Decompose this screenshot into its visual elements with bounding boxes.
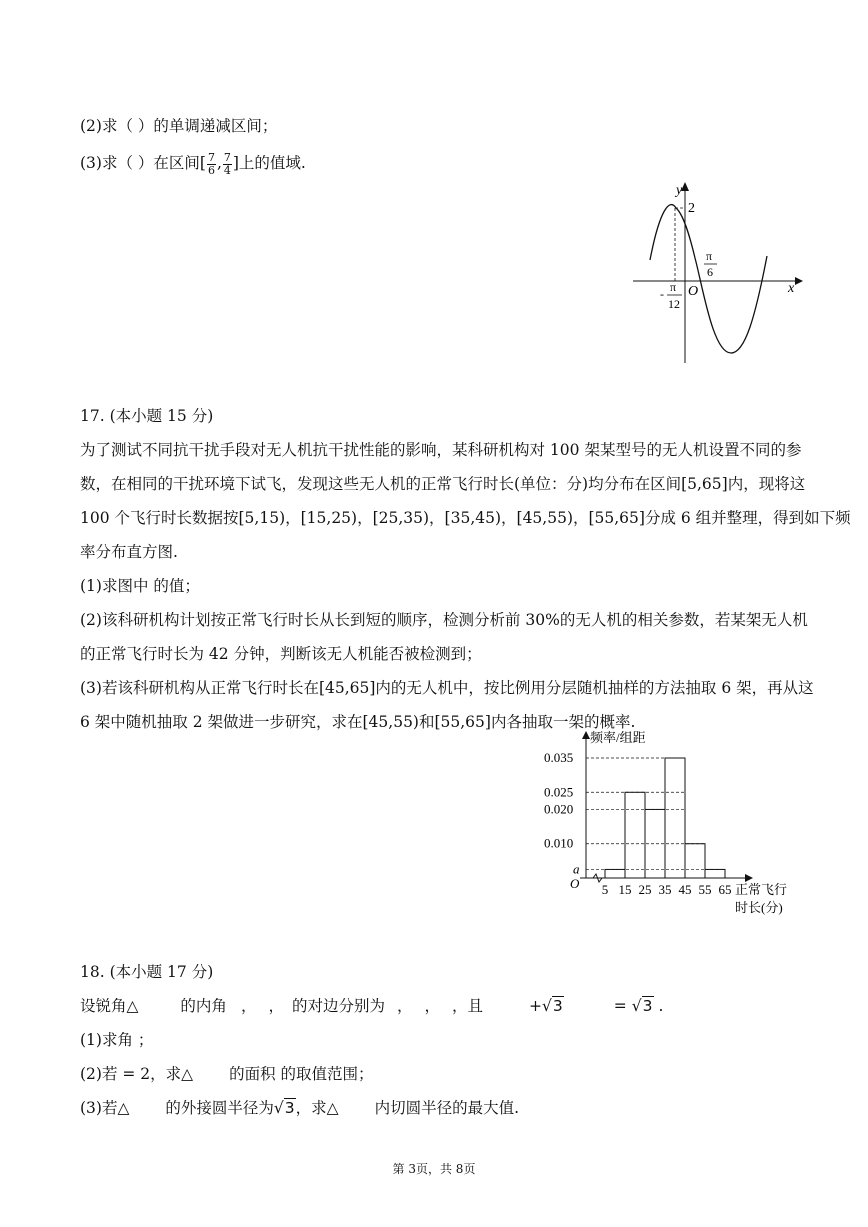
x-tick-label: 65 [718,882,732,897]
q18-given [80,994,663,1016]
y-axis-arrow [582,731,590,739]
y-tick-label: 0.025 [544,784,574,800]
q18-given-d: ， [268,997,284,1015]
sqrt-3-rhs: √3 [631,997,653,1015]
x-tick-label: 5 [601,882,609,897]
histogram-bar [605,869,625,878]
q18-given-c: ， [240,997,257,1015]
q18-given-plus: + [529,997,543,1015]
q17-header: 17. (本小题 15 分) [80,407,214,425]
q18-given-eq: = [613,997,627,1015]
page-footer: 第 3页，共 8页 [392,1162,476,1176]
histogram-bar [705,869,725,878]
q18-part3-b: 的外接圆半径为 [165,1099,274,1117]
q18-given-a: 设锐角△ [80,997,139,1015]
q17-body-line3: 100 个飞行时长数据按[5,15)，[15,25)，[25,35)，[35,45)，[45,55)，[55,65]分成 6 组并整理，得到如下频 [80,509,851,527]
histogram-bar [625,792,645,878]
origin-label: O [570,876,580,891]
q18-header: 18. (本小题 17 分) [80,963,214,981]
q18-part2-b: 的面积 的取值范围； [229,1065,374,1083]
q17-part2-line1: (2)该科研机构计划按正常飞行时长从长到短的顺序，检测分析前 30%的无人机的相关参数，若某架无人机 [80,611,808,629]
peak-value-label: 2 [688,201,695,216]
zero-label-den: 6 [707,265,713,279]
sqrt-3: √3 [542,997,563,1015]
neg-label-den: 12 [668,297,680,311]
x-axis-label-line1: 正常飞行 [735,882,788,897]
y-axis-label: 频率/组距 [590,730,646,745]
zero-label-num: π [706,249,713,263]
neg-label-num: π [670,280,677,294]
q18-part2 [80,1062,374,1084]
sine-graph-figure [625,178,805,370]
q18-part3-a: (3)若△ [80,1099,130,1117]
q17-body-line1: 为了测试不同抗干扰手段对无人机抗干扰性能的影响，某科研机构对 100 架某型号的无人机设置不同的参 [80,441,802,459]
x-axis-label-line2: 时长(分) [735,900,783,915]
x-tick-label: 25 [638,882,652,897]
y-tick-label: 0.010 [544,835,574,851]
histogram-bar [665,758,685,878]
x-tick-label: 55 [698,882,712,897]
comma: , [216,154,222,172]
q17-part3-line1: (3)若该科研机构从正常飞行时长在[45,65]内的无人机中，按比例用分层随机抽样的方法抽取 6 架，再从这 [80,679,814,697]
x-axis-arrow [745,874,753,882]
q18-part3-c: ，求△ [295,1099,339,1117]
fraction-7-4: $\frac{7}{4}$ [223,150,231,177]
q18-part3 [80,1096,519,1118]
y-tick-label: 0.020 [544,801,574,817]
q18-given-g: ， [424,997,441,1015]
q18-given-e: 的对边分别为 [291,997,385,1015]
q18-part2-a: (2)若 = 2，求△ [80,1065,194,1083]
fraction-7-6: $\frac{7}{6}$ [207,150,215,177]
y-axis-label: y [676,183,683,198]
q18-part1: (1)求角 ； [80,1031,154,1049]
q16-part3-pre: (3)求（ ）在区间[ [80,154,206,172]
histogram-bar [685,844,705,878]
origin-label: O [688,284,699,299]
q16-part2: (2)求（ ）的单调递减区间； [80,117,278,135]
q17-body-line4: 率分布直方图. [80,543,178,561]
q18-given-f: ， [396,997,413,1015]
q17-body-line2: 数，在相同的干扰环境下试飞，发现这些无人机的正常飞行时长(单位：分)均分布在区间[5,65]内，现将这 [80,475,806,493]
x-tick-label: 15 [618,882,632,897]
q17-part2-line2: 的正常飞行时长为 42 分钟，判断该无人机能否被检测到； [80,645,482,663]
sqrt-3-radius: √3 [273,1099,295,1117]
q16-part3 [80,151,306,177]
q16-part3-post: ]上的值域. [232,154,306,172]
q18-given-b: 的内角 [180,997,227,1015]
q17-part3-line2: 6 架中随机抽取 2 架做进一步研究，求在[45,55)和[55,65]内各抽取一架的概率. [80,713,636,731]
q18-given-end: . [658,997,664,1015]
x-axis-label: x [788,281,795,296]
q18-given-h: ，且 [452,997,484,1015]
q17-part1: (1)求图中 的值； [80,577,200,595]
y-tick-label: a [573,861,580,877]
x-tick-label: 35 [658,882,672,897]
frequency-histogram [530,728,800,928]
y-tick-label: 0.035 [544,750,574,765]
x-tick-label: 45 [678,882,692,897]
neg-label-sign: - [660,287,664,301]
q18-part3-d: 内切圆半径的最大值. [374,1099,520,1117]
x-axis-arrow [795,277,803,285]
